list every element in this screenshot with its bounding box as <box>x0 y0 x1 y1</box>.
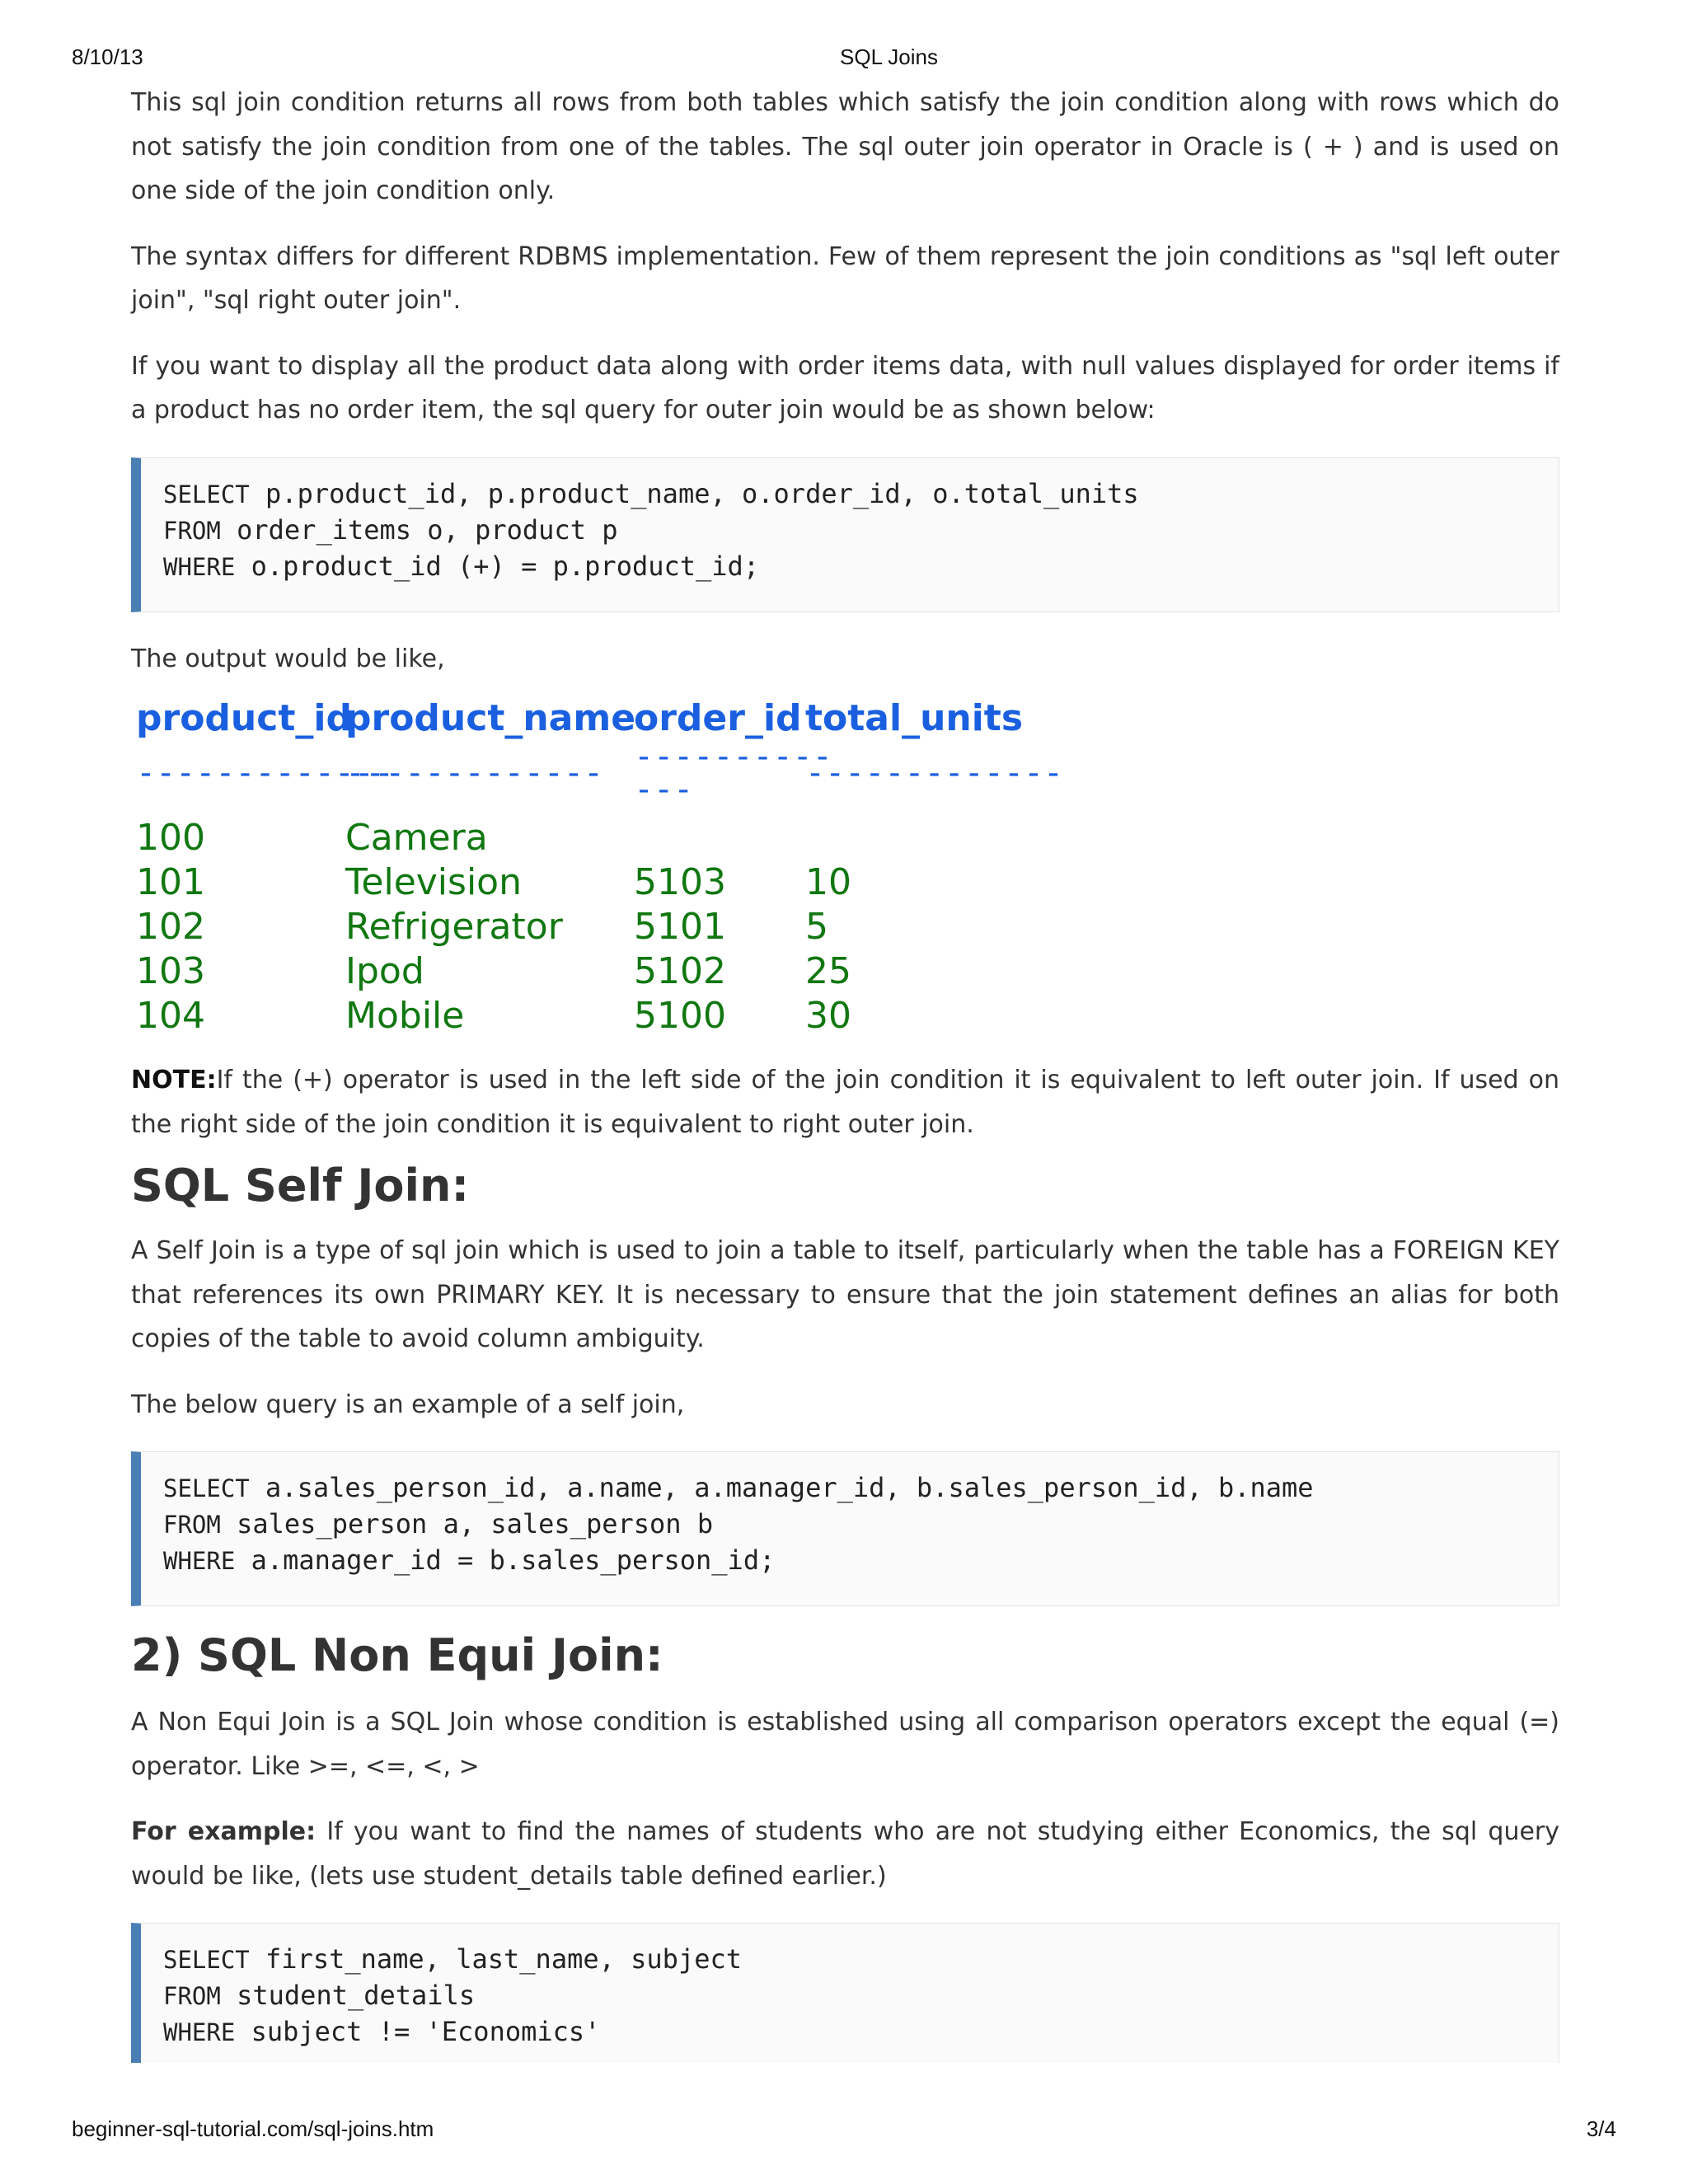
intro-paragraph-2: The syntax differs for different RDBMS implementation. Few of them represent the join conditions as "sql left outer join", "sql right outer join". <box>131 241 1559 315</box>
sql-text: o.product_id (+) = p.product_id; <box>235 550 760 582</box>
column-underline: ------------- <box>345 754 604 792</box>
sql-text: student_details <box>220 1980 476 2011</box>
cell-product-id: 100 <box>136 817 205 859</box>
code-block-outer-join <box>131 457 1559 612</box>
sql-keyword: WHERE <box>163 552 236 581</box>
article-content <box>131 81 1559 2088</box>
self-join-paragraph: A Self Join is a type of sql join which is used to join a table to itself, particularly when the table has a FOREIGN KEY that references its own PRIMARY KEY. It is necessary to ensure that the join statement defines an alias for both copies of the table to avoid column ambiguity. <box>131 1236 1559 1353</box>
example-label: For example: <box>131 1817 316 1846</box>
cell-order-id: 5103 <box>634 861 726 903</box>
column-header: order_id <box>634 697 802 739</box>
code-block-self-join <box>131 1451 1559 1606</box>
heading-non-equi-join: 2) SQL Non Equi Join: <box>131 1629 663 1681</box>
sql-text: subject != 'Economics' <box>235 2016 601 2047</box>
code-line <box>163 1942 1559 1978</box>
cell-total-units: 10 <box>805 861 851 903</box>
column-product-name <box>345 696 635 790</box>
page-header-title: SQL Joins <box>840 45 938 69</box>
cell-product-id: 103 <box>136 950 205 992</box>
cell-product-id: 101 <box>136 861 205 903</box>
sql-keyword: SELECT <box>163 1474 250 1502</box>
cell-order-id: 5100 <box>634 995 726 1037</box>
code-line <box>163 1978 1559 2014</box>
example-text: If you want to find the names of students who are not studying either Economics, the sql query would be like, (lets use student_details table defined earlier.) <box>131 1817 1560 1891</box>
page-header-date: 8/10/13 <box>72 45 143 69</box>
note-text: If the (+) operator is used in the left side of the join condition it is equivalent to left outer join. If used on the right side of the join condition it is equivalent to right outer join. <box>131 1066 1559 1139</box>
sql-keyword: FROM <box>163 1982 221 2010</box>
page-footer-url: beginner-sql-tutorial.com/sql-joins.htm <box>72 2116 434 2141</box>
intro-paragraph-1: This sql join condition returns all rows from both tables which satisfy the join condition along with rows which do not satisfy the join condition from one of the tables. The sql outer join operator in Oracle is ( + ) and is used on one side of the join condition only. <box>131 88 1559 205</box>
note-paragraph <box>131 1058 1559 1146</box>
sql-keyword: SELECT <box>163 1946 250 1974</box>
code-line <box>163 513 1559 549</box>
note-label: NOTE: <box>131 1066 217 1094</box>
sql-text: first_name, last_name, subject <box>249 1943 742 1975</box>
non-equi-example <box>131 1810 1559 1898</box>
cell-order-id: 5101 <box>634 906 726 948</box>
sql-text: sales_person a, sales_person b <box>220 1508 714 1540</box>
column-underline: ---------- <box>634 738 832 776</box>
intro-paragraph-3: If you want to display all the product data along with order items data, with null values displayed for order items if a product has no order item, the sql query for outer join would be as shown below: <box>131 351 1559 424</box>
cell-product-name: Refrigerator <box>345 906 563 948</box>
non-equi-paragraph: A Non Equi Join is a SQL Join whose condition is established using all comparison operators except the equal (=) operator. Like >=, <=, <, > <box>131 1708 1559 1781</box>
code-line <box>163 1470 1559 1507</box>
sql-text: p.product_id, p.product_name, o.order_id, o.total_units <box>249 477 1139 509</box>
cell-total-units: 30 <box>805 995 851 1037</box>
cell-product-id: 104 <box>136 995 205 1037</box>
cell-total-units: 5 <box>805 906 828 948</box>
cell-product-name: Ipod <box>345 950 424 992</box>
column-order-id <box>634 696 832 806</box>
column-header: total_units <box>805 697 1024 739</box>
sql-keyword: FROM <box>163 1511 221 1539</box>
sql-keyword: SELECT <box>163 480 250 509</box>
cell-product-name: Camera <box>345 817 488 859</box>
column-total-units <box>805 696 1063 790</box>
cell-product-name: Television <box>345 861 522 903</box>
sql-text: order_items o, product p <box>220 513 618 546</box>
sql-text: a.sales_person_id, a.name, a.manager_id, b.sales_person_id, b.name <box>249 1472 1314 1503</box>
cell-product-name: Mobile <box>345 995 465 1037</box>
page-footer-page-number: 3/4 <box>1586 2116 1616 2141</box>
column-underline: ------------- <box>805 754 1064 792</box>
column-underline-wrap: --- <box>634 771 694 808</box>
code-line <box>163 2014 1559 2050</box>
sql-text: a.manager_id = b.sales_person_id; <box>235 1544 776 1576</box>
cell-total-units: 25 <box>805 950 851 992</box>
column-header: product_name <box>345 697 636 739</box>
sql-keyword: FROM <box>163 516 221 545</box>
self-join-example-intro: The below query is an example of a self join, <box>131 1390 685 1419</box>
code-line <box>163 1507 1559 1543</box>
sql-keyword: WHERE <box>163 1547 236 1575</box>
code-line <box>163 476 1559 513</box>
code-line <box>163 549 1559 585</box>
heading-self-join: SQL Self Join: <box>131 1160 470 1212</box>
column-underline: ------------- <box>136 754 395 792</box>
cell-product-id: 102 <box>136 906 205 948</box>
cell-order-id: 5102 <box>634 950 726 992</box>
code-block-non-equi <box>131 1923 1559 2063</box>
output-intro: The output would be like, <box>131 644 445 673</box>
output-table <box>136 696 1559 1058</box>
sql-keyword: WHERE <box>163 2018 236 2046</box>
column-header: product_id <box>136 697 352 739</box>
code-line <box>163 1543 1559 1579</box>
